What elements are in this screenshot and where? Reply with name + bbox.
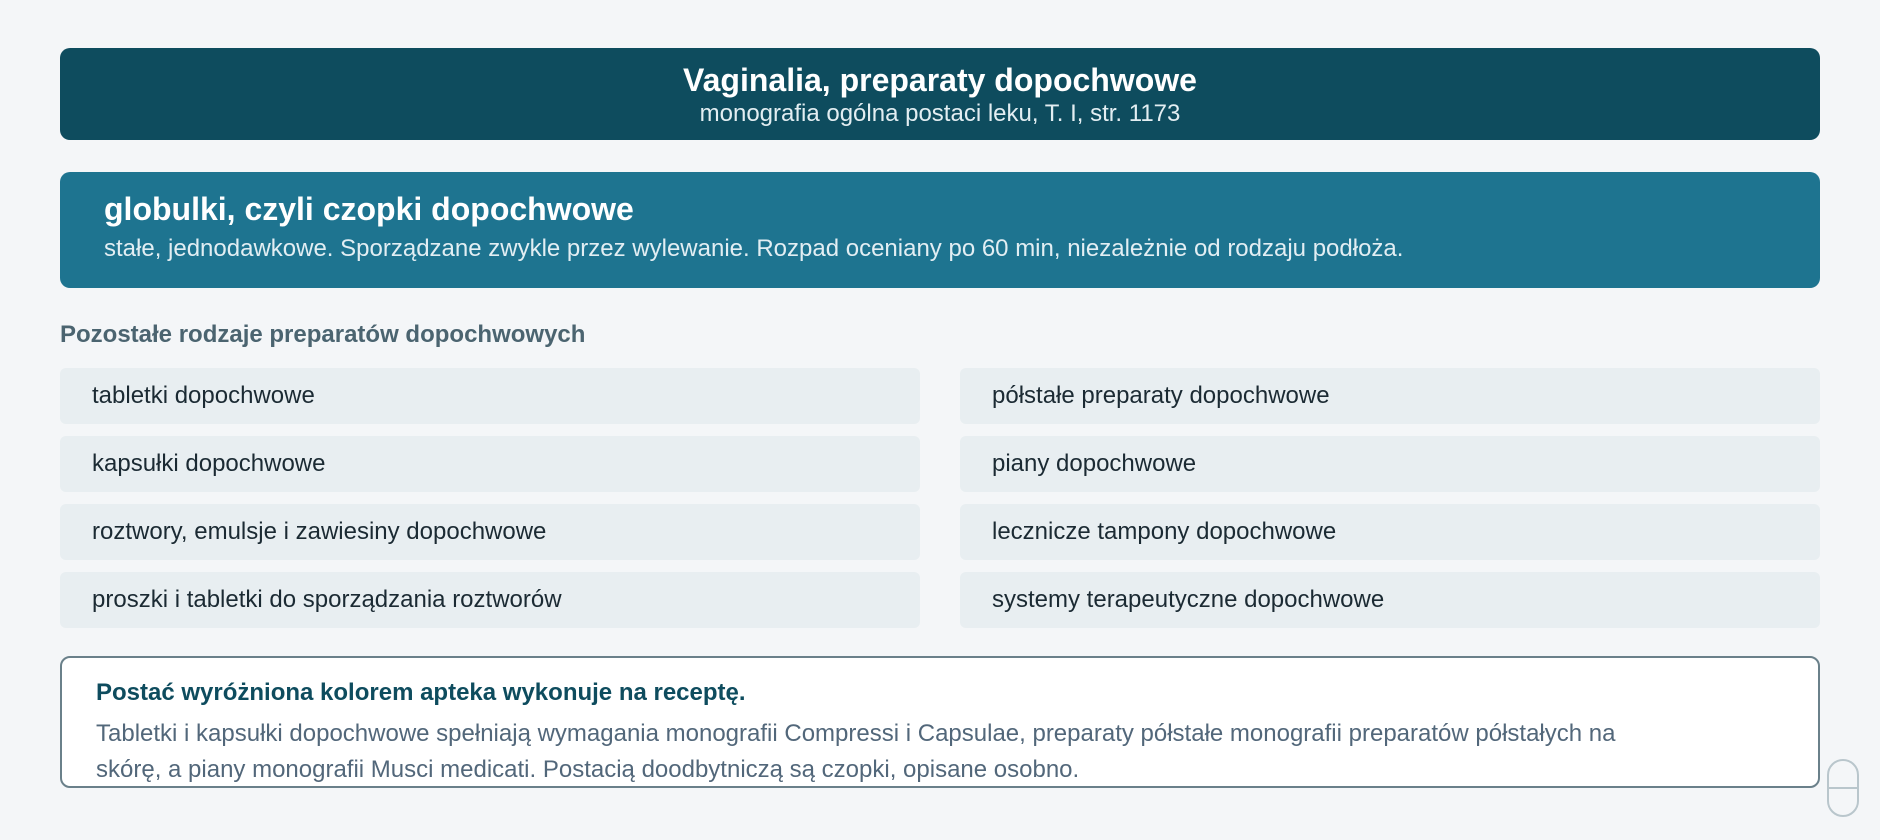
note-title: Postać wyróżniona kolorem apteka wykonuje na receptę. bbox=[96, 679, 746, 706]
list-item: lecznicze tampony dopochwowe bbox=[960, 504, 1820, 560]
page-header bbox=[60, 48, 1820, 140]
highlighted-form-description: stałe, jednodawkowe. Sporządzane zwykle przez wylewanie. Rozpad oceniany po 60 min, niezależnie od rodzaju podłoża. bbox=[104, 235, 1404, 262]
other-forms-heading: Pozostałe rodzaje preparatów dopochwowych bbox=[60, 321, 586, 348]
list-item: tabletki dopochwowe bbox=[60, 368, 920, 424]
other-forms-grid bbox=[60, 368, 1820, 628]
page-subtitle: monografia ogólna postaci leku, T. I, str. 1173 bbox=[699, 100, 1181, 127]
highlighted-form-card bbox=[60, 172, 1820, 288]
list-item: kapsułki dopochwowe bbox=[60, 436, 920, 492]
list-item: piany dopochwowe bbox=[960, 436, 1820, 492]
list-item: roztwory, emulsje i zawiesiny dopochwowe bbox=[60, 504, 920, 560]
list-item: proszki i tabletki do sporządzania roztworów bbox=[60, 572, 920, 628]
highlighted-form-title: globulki, czyli czopki dopochwowe bbox=[104, 191, 634, 227]
note-body: Tabletki i kapsułki dopochwowe spełniają wymagania monografii Compressi i Capsulae, preparaty półstałe monografii preparatów półstałych na skórę, a piany monografii Musci medicati. Postacią doodbytniczą są czopki, opisane osobno. bbox=[96, 720, 1616, 783]
list-item: systemy terapeutyczne dopochwowe bbox=[960, 572, 1820, 628]
list-item: półstałe preparaty dopochwowe bbox=[960, 368, 1820, 424]
info-note bbox=[60, 656, 1820, 788]
page-title: Vaginalia, preparaty dopochwowe bbox=[683, 62, 1197, 98]
pill-outline-icon bbox=[1826, 758, 1860, 818]
